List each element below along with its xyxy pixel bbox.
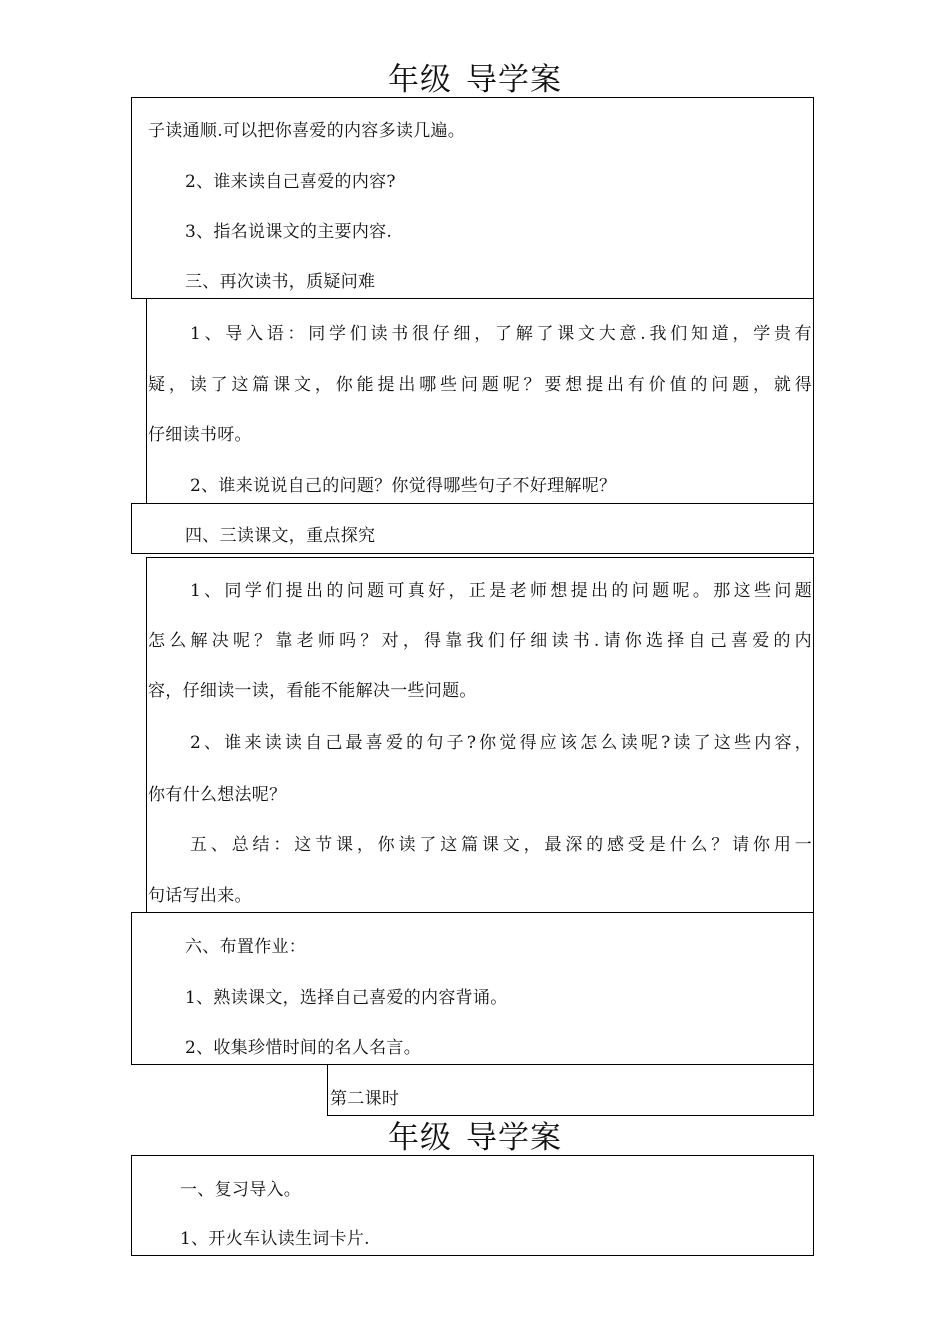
text-line: 2、谁来读读自己最喜爱的句子?你觉得应该怎么读呢?读了这些内容， xyxy=(190,733,812,753)
text-line: 2、收集珍惜时间的名人名言。 xyxy=(185,1038,422,1058)
section-heading: 三、再次读书，质疑问难 xyxy=(185,272,376,292)
lesson-label: 第二课时 xyxy=(330,1089,400,1109)
text-line: 句话写出来。 xyxy=(148,886,252,906)
text-line: 你有什么想法呢？ xyxy=(148,785,287,805)
lesson-cell xyxy=(327,1064,814,1116)
text-line: 2、谁来说说自己的问题？你觉得哪些句子不好理解呢？ xyxy=(190,476,617,496)
text-line: 1、开火车认读生词卡片. xyxy=(180,1229,370,1249)
text-line: 1、导入语：同学们读书很仔细，了解了课文大意.我们知道，学贵有 xyxy=(190,324,812,344)
text-line: 1、同学们提出的问题可真好，正是老师想提出的问题呢。那这些问题 xyxy=(190,581,812,601)
text-line: 子读通顺.可以把你喜爱的内容多读几遍。 xyxy=(148,121,466,141)
text-line: 容，仔细读一读，看能不能解决一些问题。 xyxy=(148,681,477,701)
guide-label: 导学案 xyxy=(466,62,562,98)
text-line: 2、谁来读自己喜爱的内容? xyxy=(185,172,396,192)
section-heading: 六、布置作业： xyxy=(185,937,307,957)
page-title xyxy=(0,62,950,98)
section-heading: 五、总结：这节课，你读了这篇课文，最深的感受是什么？请你用一 xyxy=(190,835,812,855)
grade-label: 年级 xyxy=(388,62,452,98)
text-line: 3、指名说课文的主要内容. xyxy=(185,222,393,242)
page-title-2 xyxy=(0,1120,950,1156)
text-line: 1、熟读课文，选择自己喜爱的内容背诵。 xyxy=(185,988,508,1008)
section-heading: 一、复习导入。 xyxy=(180,1180,302,1200)
guide-label: 导学案 xyxy=(466,1120,562,1156)
text-line: 疑，读了这篇课文，你能提出哪些问题呢？要想提出有价值的问题，就得 xyxy=(148,375,812,395)
grade-label: 年级 xyxy=(388,1120,452,1156)
text-line: 仔细读书呀。 xyxy=(148,425,252,445)
section-heading: 四、三读课文，重点探究 xyxy=(185,526,376,546)
text-line: 怎么解决呢？靠老师吗？对，得靠我们仔细读书.请你选择自己喜爱的内 xyxy=(148,631,812,651)
